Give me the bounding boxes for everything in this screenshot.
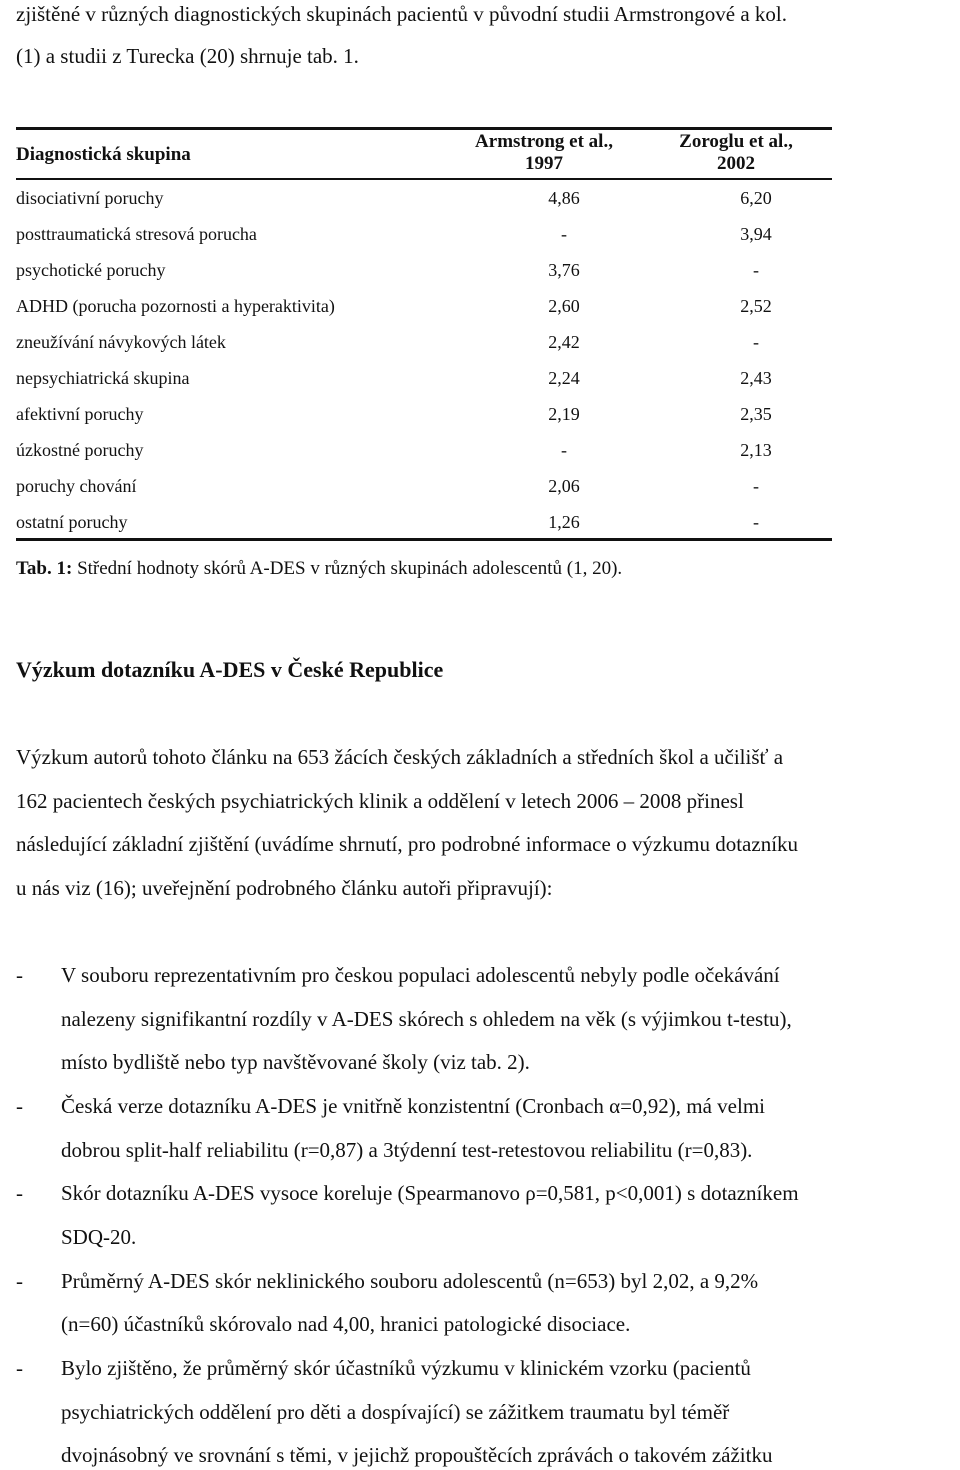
table-row: [16, 323, 832, 359]
row-armstrong: 2,06: [548, 476, 580, 496]
intro-line: zjištěné v různých diagnostických skupinách pacientů v původní studii Armstrongové a kol.: [16, 2, 788, 26]
section-heading: Výzkum dotazníku A-DES v České Republice: [16, 657, 444, 682]
bullet-dash: -: [16, 1356, 23, 1380]
row-name: afektivní poruchy: [16, 404, 144, 424]
bullet-line: Bylo zjištěno, že průměrný skór účastníků výzkumu v klinickém vzorku (pacientů: [61, 1356, 751, 1380]
row-armstrong: 2,42: [548, 332, 580, 352]
table-top-rule: [16, 127, 832, 130]
paragraph-line: Výzkum autorů tohoto článku na 653 žácích českých základních a středních škol a učilišť a: [16, 745, 784, 769]
row-armstrong: 1,26: [548, 512, 580, 532]
row-name: disociativní poruchy: [16, 188, 164, 208]
row-zoroglu: 2,13: [740, 440, 772, 460]
bullet-line: (n=60) účastníků skórovalo nad 4,00, hranici patologické disociace.: [61, 1312, 631, 1336]
bullet-line: psychiatrických oddělení pro děti a dospívající) se zážitkem traumatu byl téměř: [61, 1400, 730, 1424]
table-caption: [16, 558, 622, 580]
paragraph-line: 162 pacientech českých psychiatrických klinik a oddělení v letech 2006 – 2008 přinesl: [16, 789, 744, 813]
intro-line: (1) a studii z Turecka (20) shrnuje tab. 1.: [16, 44, 359, 68]
header-armstrong: [454, 131, 634, 175]
bullet-line: nalezeny signifikantní rozdíly v A-DES skórech s ohledem na věk (s výjimkou t-testu),: [61, 1007, 792, 1031]
table-bottom-rule: [16, 538, 832, 541]
row-armstrong: 4,86: [548, 188, 580, 208]
table-row: [16, 179, 832, 215]
bullet-line: Průměrný A-DES skór neklinického souboru adolescentů (n=653) byl 2,02, a 9,2%: [61, 1269, 759, 1293]
table-row: [16, 431, 832, 467]
row-name: zneužívání návykových látek: [16, 332, 226, 352]
row-armstrong: -: [561, 224, 567, 244]
paragraph-line: u nás viz (16); uveřejnění podrobného článku autoři připravují):: [16, 876, 553, 900]
row-name: ostatní poruchy: [16, 512, 128, 532]
row-name: poruchy chování: [16, 476, 137, 496]
bullet-dash: -: [16, 963, 23, 987]
bullet-line: V souboru reprezentativním pro českou populaci adolescentů nebyly podle očekávání: [61, 963, 780, 987]
header-group: Diagnostická skupina: [16, 144, 191, 165]
row-name: ADHD (porucha pozornosti a hyperaktivita): [16, 296, 335, 316]
bullet-dash: -: [16, 1094, 23, 1118]
row-armstrong: 3,76: [548, 260, 580, 280]
bullet-dash: -: [16, 1269, 23, 1293]
bullet-line: SDQ-20.: [61, 1225, 137, 1249]
table-row: [16, 395, 832, 431]
row-zoroglu: -: [753, 332, 759, 352]
row-zoroglu: 6,20: [740, 188, 772, 208]
row-armstrong: 2,24: [548, 368, 580, 388]
table-row: [16, 467, 832, 503]
row-name: nepsychiatrická skupina: [16, 368, 190, 388]
row-name: úzkostné poruchy: [16, 440, 144, 460]
table-row: [16, 359, 832, 395]
table-row: [16, 503, 832, 539]
bullet-line: místo bydliště nebo typ navštěvované školy (viz tab. 2).: [61, 1050, 530, 1074]
header-armstrong-line2: 1997: [525, 153, 563, 174]
bullet-line: dobrou split-half reliabilitu (r=0,87) a 3týdenní test-retestovou reliabilitu (r=0,83).: [61, 1138, 753, 1162]
row-name: psychotické poruchy: [16, 260, 166, 280]
table-row: [16, 287, 832, 323]
row-zoroglu: 2,35: [740, 404, 772, 424]
row-zoroglu: -: [753, 476, 759, 496]
row-name: posttraumatická stresová porucha: [16, 224, 257, 244]
header-zoroglu: [646, 131, 826, 175]
row-armstrong: 2,60: [548, 296, 580, 316]
row-zoroglu: -: [753, 260, 759, 280]
header-zoroglu-line1: Zoroglu et al.,: [679, 131, 793, 152]
row-zoroglu: 2,52: [740, 296, 772, 316]
caption-text: Střední hodnoty skórů A-DES v různých skupinách adolescentů (1, 20).: [72, 558, 623, 579]
table-row: [16, 251, 832, 287]
caption-label: Tab. 1:: [16, 558, 73, 579]
bullet-line: Skór dotazníku A-DES vysoce koreluje (Spearmanovo ρ=0,581, p<0,001) s dotazníkem: [61, 1181, 799, 1205]
row-zoroglu: -: [753, 512, 759, 532]
row-zoroglu: 2,43: [740, 368, 772, 388]
paragraph-line: následující základní zjištění (uvádíme shrnutí, pro podrobné informace o výzkumu dotazníku: [16, 832, 799, 856]
bullet-line: Česká verze dotazníku A-DES je vnitřně konzistentní (Cronbach α=0,92), má velmi: [61, 1094, 766, 1118]
row-armstrong: -: [561, 440, 567, 460]
bullet-line: dvojnásobný ve srovnání s těmi, v jejichž propouštěcích zprávách o takovém zážitku: [61, 1443, 773, 1467]
header-armstrong-line1: Armstrong et al.,: [475, 131, 613, 152]
header-zoroglu-line2: 2002: [717, 153, 755, 174]
bullet-dash: -: [16, 1181, 23, 1205]
row-zoroglu: 3,94: [740, 224, 772, 244]
row-armstrong: 2,19: [548, 404, 580, 424]
table-row: [16, 215, 832, 251]
